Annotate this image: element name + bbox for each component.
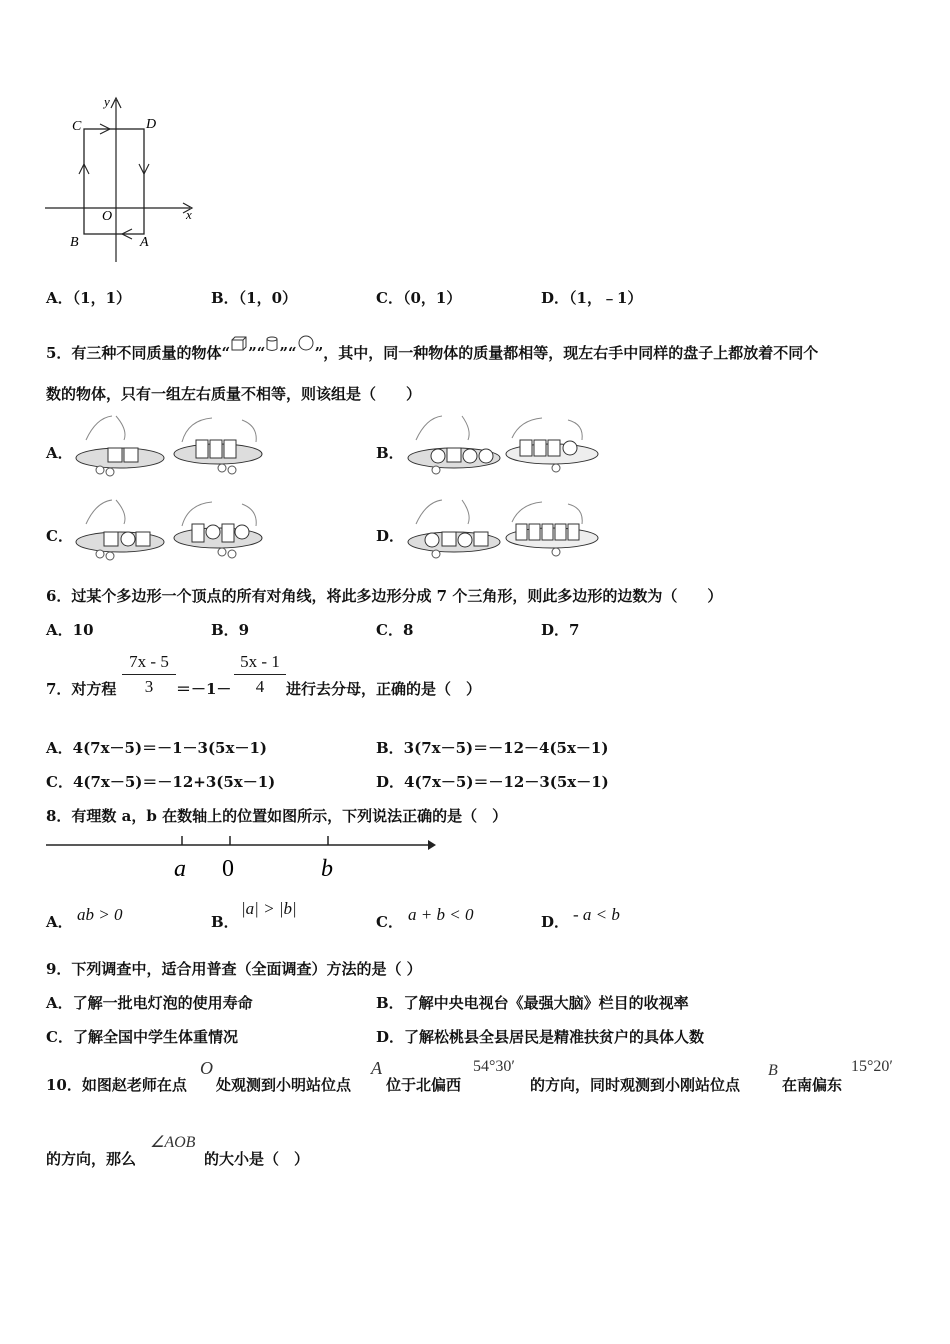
q5-stem-a: 5．有三种不同质量的物体“	[46, 344, 231, 362]
q9-option-c[interactable]: C．了解全国中学生体重情况	[46, 1028, 238, 1046]
origin-label: O	[102, 209, 113, 224]
q8-option-c-label[interactable]: C．	[376, 913, 403, 931]
q8-option-b-expr[interactable]: |a| > |b|	[241, 899, 297, 918]
q10-stem-e: 在南偏东	[782, 1076, 843, 1094]
q8-option-b-label[interactable]: B．	[211, 913, 239, 931]
q10-point-o: O	[200, 1058, 213, 1078]
q8-option-c-expr[interactable]: a + b < 0	[408, 905, 474, 924]
q4-option-c[interactable]: C．（0，1）	[376, 289, 462, 307]
q7-option-a[interactable]: A．4(7x－5)＝－1－3(5x－1)	[46, 739, 267, 757]
q9-option-a[interactable]: A．了解一批电灯泡的使用寿命	[46, 994, 253, 1012]
q5-quote-2: ”“	[279, 344, 297, 362]
q7-fraction-2-denominator: 4	[255, 677, 265, 696]
q7-fraction-2	[234, 652, 286, 697]
q5-stem-line1	[46, 334, 818, 363]
q7-middle: ＝－1－	[176, 680, 232, 698]
q7-fraction-1	[122, 652, 176, 697]
q8-option-a-label[interactable]: A．	[46, 913, 73, 931]
point-b-label: B	[70, 235, 79, 250]
sphere-icon	[297, 334, 315, 352]
y-axis-label: y	[104, 94, 110, 109]
q7-fraction-1-numerator: 7x - 5	[129, 652, 169, 671]
q5-stem-line2: 数的物体，只有一组左右质量不相等，则该组是（ ）	[46, 385, 422, 403]
q6-option-c[interactable]: C．8	[376, 621, 414, 639]
number-line-b: b	[321, 856, 333, 882]
number-line-zero: 0	[222, 856, 234, 882]
q8-stem: 8．有理数 a，b 在数轴上的位置如图所示，下列说法正确的是（ ）	[46, 807, 508, 825]
q4-option-a[interactable]: A．（1，1）	[46, 289, 132, 307]
q4-option-d[interactable]: D．（1，﹣1）	[541, 289, 643, 307]
q10-point-b: B	[768, 1062, 778, 1079]
q9-option-b[interactable]: B．了解中央电视台《最强大脑》栏目的收视率	[376, 994, 689, 1012]
q5-option-c-label[interactable]: C．	[46, 527, 73, 545]
q9-option-d[interactable]: D．了解松桃县全县居民是精准扶贫户的具体人数	[376, 1028, 705, 1046]
q5-option-c-image[interactable]	[72, 496, 272, 562]
q10-point-a: A	[371, 1058, 382, 1078]
q5-stem-b: ”，其中，同一种物体的质量都相等，现左右手中同样的盘子上都放着不同个	[314, 344, 819, 362]
q8-option-d-expr[interactable]: - a < b	[573, 905, 620, 924]
q8-option-a-expr[interactable]: ab > 0	[77, 905, 123, 924]
cube-icon	[230, 336, 248, 352]
q7-fraction-1-denominator: 3	[144, 677, 154, 696]
q5-option-b-image[interactable]	[402, 412, 602, 478]
q10-stem-c: 位于北偏西	[386, 1076, 462, 1094]
q6-option-b[interactable]: B．9	[211, 621, 250, 639]
q10-angle-aob: ∠AOB	[150, 1134, 196, 1151]
q7-fraction-2-numerator: 5x - 1	[240, 652, 280, 671]
coordinate-diagram	[40, 92, 210, 267]
q7-stem-a: 7．对方程	[46, 680, 117, 698]
q10-angle-1: 54°30′	[473, 1058, 515, 1075]
q10-stem-d: 的方向，同时观测到小刚站位点	[530, 1076, 741, 1094]
point-d-label: D	[146, 117, 157, 132]
q10-stem-g: 的大小是（ ）	[204, 1150, 310, 1168]
q5-option-a-image[interactable]	[72, 412, 272, 478]
q6-option-d[interactable]: D．7	[541, 621, 580, 639]
q5-quote-1: ”“	[248, 344, 266, 362]
q5-option-a-label[interactable]: A．	[46, 444, 73, 462]
q10-angle-2: 15°20′	[851, 1058, 893, 1075]
q5-option-b-label[interactable]: B．	[376, 444, 404, 462]
cylinder-icon	[265, 336, 279, 352]
q10-stem-f: 的方向，那么	[46, 1150, 137, 1168]
x-axis-label: x	[186, 207, 192, 222]
q6-stem: 6．过某个多边形一个顶点的所有对角线，将此多边形分成 7 个三角形，则此多边形的边数为（ ）	[46, 587, 723, 605]
q4-option-b[interactable]: B．（1，0）	[211, 289, 298, 307]
q7-stem-b: 进行去分母，正确的是（ ）	[286, 680, 482, 698]
q7-option-b[interactable]: B．3(7x－5)＝－12－4(5x－1)	[376, 739, 609, 757]
q6-option-a[interactable]: A．10	[46, 621, 94, 639]
q8-option-d-label[interactable]: D．	[541, 913, 570, 931]
number-line	[44, 830, 444, 885]
q10-stem-b: 处观测到小明站位点	[216, 1076, 352, 1094]
point-a-label: A	[140, 235, 149, 250]
q7-option-c[interactable]: C．4(7x－5)＝－12+3(5x－1)	[46, 773, 276, 791]
number-line-a: a	[174, 856, 186, 882]
q5-option-d-label[interactable]: D．	[376, 527, 405, 545]
q10-stem-a: 10．如图赵老师在点	[46, 1076, 187, 1094]
q9-stem: 9．下列调查中，适合用普查（全面调查）方法的是（ ）	[46, 960, 422, 978]
point-c-label: C	[72, 119, 82, 134]
q5-option-d-image[interactable]	[402, 496, 602, 562]
q7-option-d[interactable]: D．4(7x－5)＝－12－3(5x－1)	[376, 773, 609, 791]
